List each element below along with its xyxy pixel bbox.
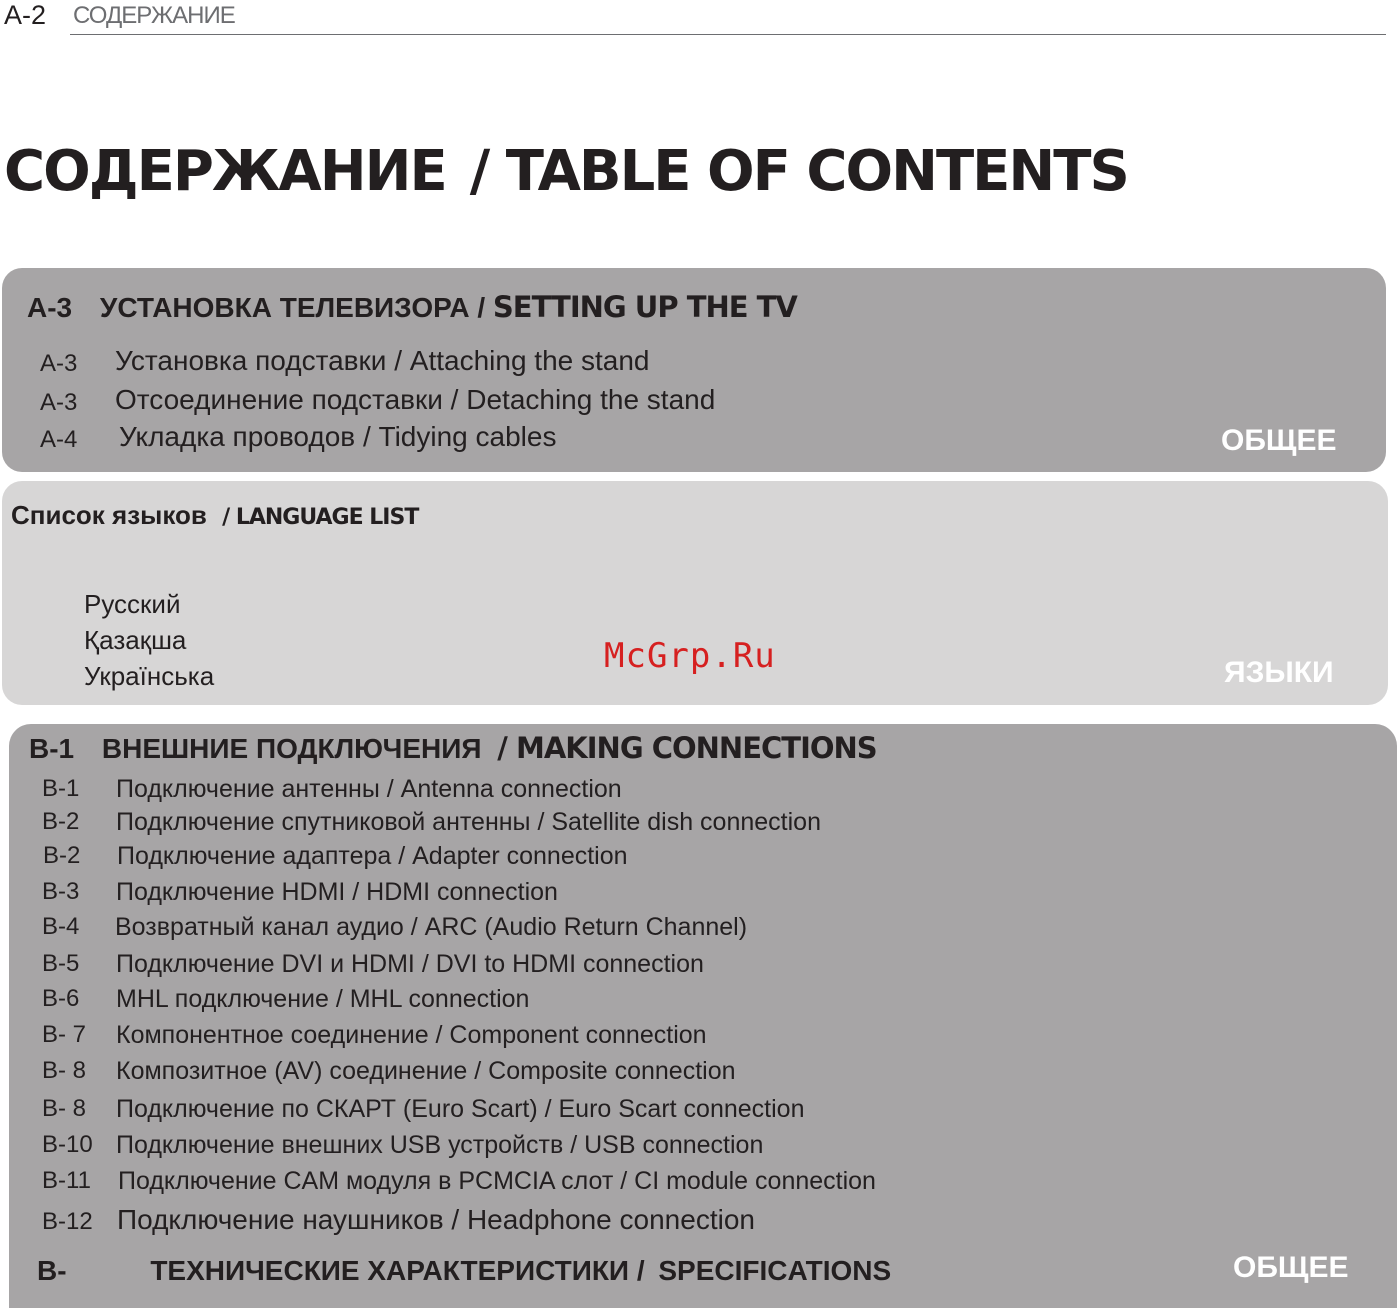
toc-entry-headphone[interactable]: Подключение наушников / Headphone connection xyxy=(117,1204,755,1235)
section-specifications-heading[interactable] xyxy=(37,1255,891,1287)
language-list-heading[interactable] xyxy=(11,499,418,534)
language-title-en: / LANGUAGE LIST xyxy=(222,505,419,530)
section-title-en: / MAKING CONNECTIONS xyxy=(497,731,877,765)
toc-code: B- 8 xyxy=(42,1057,87,1084)
toc-code: B-3 xyxy=(42,878,80,905)
section-connections-heading[interactable] xyxy=(29,732,877,765)
toc-code: B-6 xyxy=(42,985,80,1012)
header-divider xyxy=(70,34,1386,35)
toc-code: B-12 xyxy=(42,1208,93,1235)
toc-code: A-4 xyxy=(40,426,78,453)
toc-code: B-10 xyxy=(42,1131,93,1158)
toc-entry-satellite[interactable]: Подключение спутниковой антенны / Satellite dish connection xyxy=(116,808,821,836)
section-code: A-3 xyxy=(27,292,73,323)
toc-entry-scart[interactable]: Подключение по СКАРТ (Euro Scart) / Euro Scart connection xyxy=(116,1095,805,1123)
section-title-en: SPECIFICATIONS xyxy=(658,1255,892,1286)
toc-entry-ci-module[interactable]: Подключение CAM модуля в PCMCIA слот / CI module connection xyxy=(118,1167,876,1195)
toc-entry-dvi-hdmi[interactable]: Подключение DVI и HDMI / DVI to HDMI connection xyxy=(116,950,704,978)
toc-entry-mhl[interactable]: MHL подключение / MHL connection xyxy=(116,985,530,1013)
category-badge-languages: ЯЗЫКИ xyxy=(1224,656,1334,689)
language-item-ukrainian[interactable]: Українська xyxy=(84,661,215,691)
toc-entry-antenna[interactable]: Подключение антенны / Antenna connection xyxy=(116,775,622,803)
toc-code: B- 7 xyxy=(42,1021,87,1048)
toc-entry-detaching-stand[interactable]: Отсоединение подставки / Detaching the stand xyxy=(115,384,716,415)
header-title: СОДЕРЖАНИЕ xyxy=(73,2,235,29)
category-badge-general: ОБЩЕЕ xyxy=(1221,424,1337,457)
page-title xyxy=(4,140,1128,204)
toc-entry-hdmi[interactable]: Подключение HDMI / HDMI connection xyxy=(116,878,558,906)
toc-entry-usb[interactable]: Подключение внешних USB устройств / USB connection xyxy=(116,1131,764,1159)
section-setting-up-heading[interactable] xyxy=(27,291,797,324)
page-number: A-2 xyxy=(4,0,47,30)
section-title-ru: ВНЕШНИЕ ПОДКЛЮЧЕНИЯ xyxy=(101,733,482,764)
language-item-kazakh[interactable]: Қазақша xyxy=(84,625,187,655)
category-badge-general: ОБЩЕЕ xyxy=(1233,1251,1349,1284)
section-title-en: SETTING UP THE TV xyxy=(492,290,797,324)
language-title-ru: Список языков xyxy=(11,500,207,530)
toc-entry-arc[interactable]: Возвратный канал аудио / ARC (Audio Return Channel) xyxy=(115,913,748,941)
toc-entry-component[interactable]: Компонентное соединение / Component connection xyxy=(116,1021,707,1049)
toc-entry-composite[interactable]: Композитное (AV) соединение / Composite connection xyxy=(116,1057,736,1085)
toc-code: B-11 xyxy=(42,1167,91,1194)
toc-entry-adapter[interactable]: Подключение адаптера / Adapter connection xyxy=(117,842,628,870)
section-title-ru: УСТАНОВКА ТЕЛЕВИЗОРА / xyxy=(99,292,486,323)
toc-entry-attaching-stand[interactable]: Установка подставки / Attaching the stand xyxy=(115,345,650,376)
toc-entry-tidying-cables[interactable]: Укладка проводов / Tidying cables xyxy=(119,421,557,452)
toc-code: B-5 xyxy=(42,950,80,977)
toc-code: B-2 xyxy=(42,808,80,835)
toc-code: A-3 xyxy=(40,389,78,416)
watermark: McGrp.Ru xyxy=(604,636,776,676)
toc-code: B- 8 xyxy=(42,1095,87,1122)
section-code: B-1 xyxy=(29,733,75,764)
section-title-ru: ТЕХНИЧЕСКИЕ ХАРАКТЕРИСТИКИ / xyxy=(150,1255,645,1286)
language-item-russian[interactable]: Русский xyxy=(84,589,181,619)
toc-code: B-2 xyxy=(43,842,81,869)
page-title-en: / TABLE OF CONTENTS xyxy=(469,139,1128,204)
section-code: B- xyxy=(37,1255,67,1286)
toc-code: A-3 xyxy=(40,350,78,377)
toc-code: B-4 xyxy=(42,913,80,940)
toc-code: B-1 xyxy=(42,775,80,802)
page-title-ru: СОДЕРЖАНИЕ xyxy=(4,139,446,204)
